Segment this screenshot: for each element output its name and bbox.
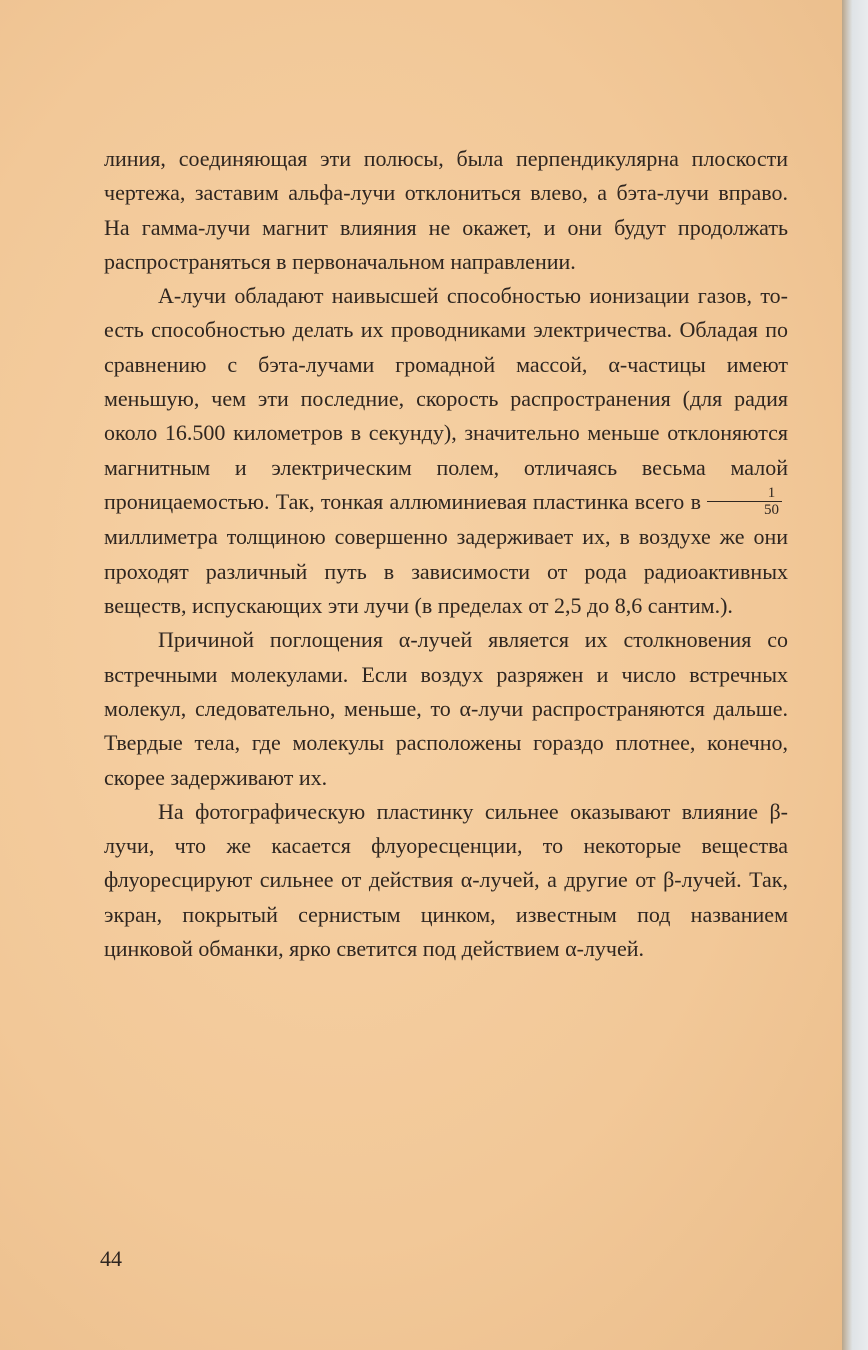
page-number: 44 (100, 1246, 122, 1271)
body-text (104, 142, 788, 966)
paragraph-1: линия, соединяющая эти полюсы, была перпендикулярна плоскости чертежа, заставим альфа-лучи отклониться влево, а бэта-лучи вправо. На гамма-лучи магнит влияния не окажет, и они будут продолжать распространяться в первоначальном направлении. (104, 146, 788, 274)
fraction (707, 485, 782, 518)
paragraph-2-part-2: миллиметра толщиною совершенно задерживает их, в воздухе же они проходят различный путь в зависимости от рода радиоактивных веществ, испускающих эти лучи (в пределах от 2,5 до 8,6 сантим.). (104, 524, 788, 619)
paragraph-2-part-1: A-лучи обладают наивысшей способностью ионизации газов, то-есть способностью делать их проводниками электричества. Обладая по сравнению с бэта-лучами громадной массой, α-частицы имеют меньшую, чем эти последние, скорость распространения (для радия около 16.500 километров в секунду), значительно меньше отклоняются магнитным и электрическим полем, отличаясь весьма малой проницаемостью. Так, тонкая аллюминиевая пластинка всего в (104, 283, 788, 514)
scan-edge (842, 0, 868, 1350)
fraction-numerator: 1 (707, 485, 782, 502)
paragraph-2 (104, 279, 788, 623)
paragraph-4: На фотографическую пластинку сильнее оказывают влияние β-лучи, что же касается флуоресценции, то некоторые вещества флуоресцируют сильнее от действия α-лучей, а другие от β-лучей. Так, экран, покрытый сернистым цинком, известным под названием цинковой обманки, ярко светится под действием α-лучей. (104, 798, 788, 961)
fraction-denominator: 50 (764, 502, 779, 519)
paragraph-3: Причиной поглощения α-лучей является их столкновения со встречными молекулами. Если воздух разряжен и число встречных молекул, следовательно, меньше, то α-лучи распространяются дальше. Твердые тела, где молекулы расположены гораздо плотнее, конечно, скорее задерживают их. (104, 627, 788, 790)
